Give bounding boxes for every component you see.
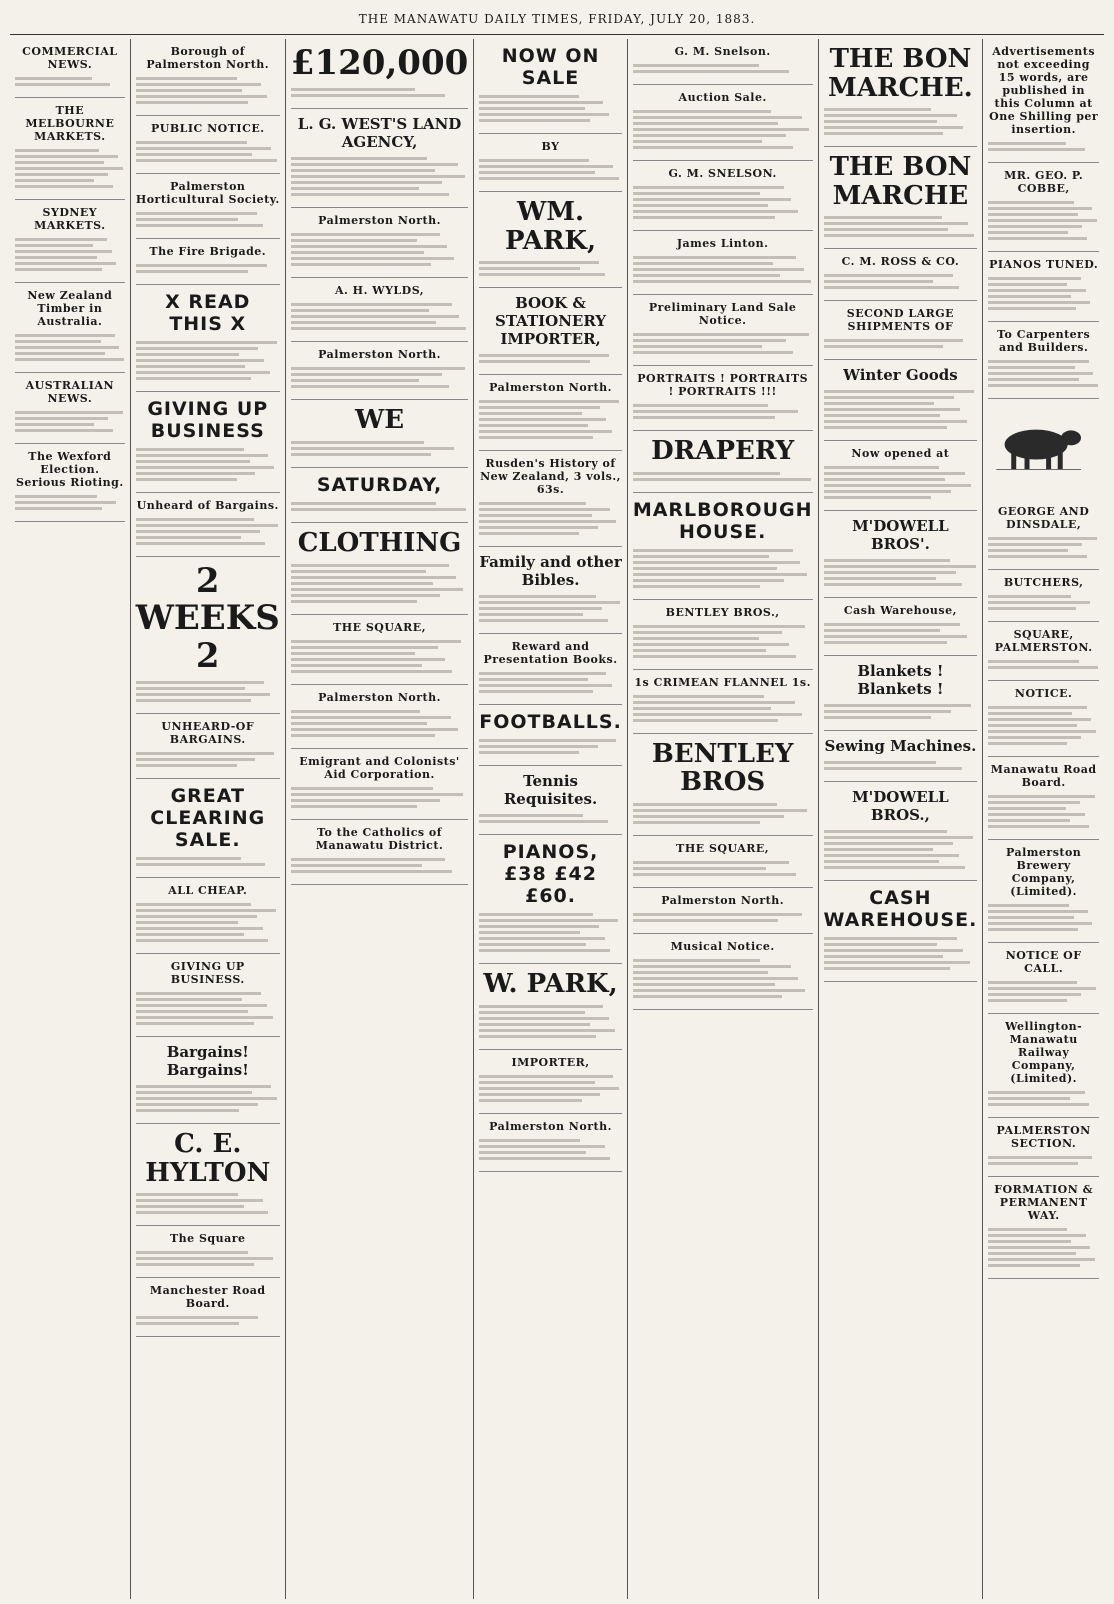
article-heading: NOTICE.: [1014, 687, 1073, 700]
article-block: [136, 1278, 280, 1337]
article-heading: CLOTHING: [297, 527, 462, 558]
body-text-placeholder: [824, 216, 978, 237]
article-heading: GEORGE AND DINSDALE,: [998, 505, 1090, 531]
article-heading: GIVING UP BUSINESS.: [170, 960, 245, 987]
article-heading: Auction Sale.: [678, 91, 767, 104]
body-text-placeholder: [633, 110, 813, 149]
body-text-placeholder: [291, 640, 468, 673]
article-heading: CASH WAREHOUSE.: [823, 887, 978, 932]
article-block: [291, 820, 468, 885]
article-block: [136, 39, 280, 116]
body-text-placeholder: [988, 706, 1099, 745]
article-heading: W. PARK,: [483, 969, 618, 1000]
article-block: [988, 757, 1099, 840]
body-text-placeholder: [824, 704, 978, 719]
article-block: [824, 147, 978, 249]
article-heading: PORTRAITS ! PORTRAITS ! PORTRAITS !!!: [637, 372, 809, 398]
article-block: [988, 252, 1099, 322]
article-block: [291, 39, 468, 109]
article-block: [479, 766, 622, 835]
article-heading: Now opened at: [851, 447, 950, 461]
body-text-placeholder: [988, 660, 1099, 669]
article-block: [633, 231, 813, 295]
body-text-placeholder: [291, 157, 468, 196]
article-heading: PIANOS, £38 £42 £60.: [502, 841, 599, 908]
article-heading: The Wexford Election. Serious Rioting.: [15, 450, 124, 489]
article-heading: Cash Warehouse,: [843, 604, 957, 618]
article-block: [479, 705, 622, 766]
article-block: [633, 295, 813, 366]
article-block: [479, 288, 622, 375]
article-heading: New Zealand Timber in Australia.: [27, 289, 113, 328]
body-text-placeholder: [136, 903, 280, 942]
body-text-placeholder: [824, 108, 978, 135]
body-text-placeholder: [824, 559, 978, 586]
body-text-placeholder: [15, 149, 125, 188]
article-block: [15, 373, 125, 444]
article-block: [291, 342, 468, 400]
body-text-placeholder: [633, 256, 813, 283]
body-text-placeholder: [291, 233, 468, 266]
article-block: [479, 964, 622, 1050]
article-heading: MR. GEO. P. COBBE,: [1004, 169, 1084, 195]
article-block: [633, 836, 813, 888]
article-heading: X READ THIS X: [165, 291, 251, 335]
article-heading: Palmerston North.: [318, 348, 441, 362]
article-heading: Advertisements not exceeding 15 words, are published in this Column at One Shilling per insertion.: [989, 45, 1099, 136]
body-text-placeholder: [988, 537, 1099, 558]
article-block: [15, 444, 125, 522]
body-text-placeholder: [479, 595, 622, 622]
article-heading: Emigrant and Colonists' Aid Corporation.: [299, 754, 460, 781]
article-heading: James Linton.: [676, 237, 769, 250]
body-text-placeholder: [479, 400, 622, 439]
article-block: [824, 731, 978, 782]
article-heading: WM. PARK,: [504, 197, 597, 256]
body-text-placeholder: [136, 1193, 280, 1214]
article-heading: Winter Goods: [843, 366, 958, 385]
body-text-placeholder: [136, 264, 280, 273]
article-heading: THE SQUARE,: [676, 841, 770, 855]
article-block: [136, 1037, 280, 1124]
body-text-placeholder: [988, 1156, 1099, 1165]
body-text-placeholder: [824, 623, 978, 644]
article-heading: Tennis Requisites.: [503, 772, 598, 809]
body-text-placeholder: [479, 1005, 622, 1038]
body-text-placeholder: [479, 739, 622, 754]
article-block: [136, 1226, 280, 1278]
column-4: [474, 39, 628, 1599]
article-heading: SQUARE, PALMERSTON.: [994, 628, 1093, 654]
article-heading: The Square: [169, 1232, 246, 1246]
body-text-placeholder: [479, 1139, 622, 1160]
body-text-placeholder: [633, 913, 813, 922]
body-text-placeholder: [824, 390, 978, 429]
article-block: [633, 734, 813, 836]
column-5: [628, 39, 819, 1599]
article-block: [824, 441, 978, 511]
article-heading: The Fire Brigade.: [149, 245, 267, 258]
article-block: [136, 878, 280, 954]
article-block: [988, 1014, 1099, 1118]
article-block: [291, 523, 468, 615]
article-block: [15, 200, 125, 283]
body-text-placeholder: [824, 830, 978, 869]
article-block: [479, 134, 622, 192]
body-text-placeholder: [291, 502, 468, 511]
body-text-placeholder: [988, 142, 1099, 151]
article-heading: Borough of Palmerston North.: [146, 45, 270, 71]
body-text-placeholder: [291, 710, 468, 737]
article-heading: Wellington-Manawatu Railway Company, (Limited).: [1005, 1020, 1083, 1085]
body-text-placeholder: [136, 448, 280, 481]
body-text-placeholder: [291, 303, 468, 330]
body-text-placeholder: [136, 341, 280, 380]
article-heading: M'DOWELL BROS.,: [852, 788, 949, 825]
article-heading: COMMERCIAL NEWS.: [22, 45, 118, 71]
body-text-placeholder: [988, 1091, 1099, 1106]
body-text-placeholder: [136, 992, 280, 1025]
article-block: [988, 322, 1099, 399]
body-text-placeholder: [291, 858, 468, 873]
column-3: [286, 39, 474, 1599]
article-heading: Palmerston Brewery Company, (Limited).: [1005, 846, 1082, 898]
body-text-placeholder: [633, 803, 813, 824]
body-text-placeholder: [15, 77, 125, 86]
body-text-placeholder: [633, 549, 813, 588]
article-block: [633, 934, 813, 1010]
article-block: [988, 943, 1099, 1014]
body-text-placeholder: [633, 861, 813, 876]
article-heading: £120,000: [290, 43, 469, 83]
bull-engraving: [988, 407, 1088, 487]
article-heading: Reward and Presentation Books.: [483, 640, 618, 667]
article-block: [633, 431, 813, 493]
article-heading: C. E. HYLTON: [145, 1129, 271, 1188]
article-block: [633, 600, 813, 670]
article-block: [988, 840, 1099, 943]
article-block: [988, 39, 1099, 163]
article-block: [136, 779, 280, 878]
body-text-placeholder: [988, 277, 1099, 310]
article-heading: SATURDAY,: [316, 473, 443, 496]
article-heading: A. H. WYLDS,: [334, 284, 425, 298]
article-block: [479, 835, 622, 964]
article-heading: GREAT CLEARING SALE.: [150, 785, 266, 852]
article-heading: C. M. ROSS & CO.: [841, 255, 960, 269]
article-block: [824, 881, 978, 982]
body-text-placeholder: [988, 981, 1099, 1002]
body-text-placeholder: [824, 466, 978, 499]
body-text-placeholder: [136, 77, 280, 104]
article-block: [988, 1177, 1099, 1279]
body-text-placeholder: [988, 595, 1099, 610]
column-2: [131, 39, 286, 1599]
article-block: [988, 570, 1099, 622]
body-text-placeholder: [824, 274, 978, 289]
body-text-placeholder: [479, 95, 622, 122]
article-block: [136, 954, 280, 1037]
article-heading: Palmerston North.: [661, 893, 785, 907]
article-heading: 2 WEEKS 2: [135, 561, 280, 676]
article-heading: PIANOS TUNED.: [989, 258, 1099, 271]
article-block: [136, 116, 280, 174]
body-text-placeholder: [291, 441, 468, 456]
article-heading: MARLBOROUGH HOUSE.: [632, 498, 813, 543]
article-block: [291, 278, 468, 342]
article-block: [988, 681, 1099, 757]
article-block: [479, 39, 622, 134]
column-7: [983, 39, 1104, 1599]
article-block: [633, 85, 813, 161]
article-heading: Palmerston North.: [318, 690, 441, 704]
body-text-placeholder: [479, 1075, 622, 1102]
article-heading: Rusden's History of New Zealand, 3 vols., 63s.: [480, 457, 621, 497]
article-block: [988, 1118, 1099, 1177]
article-block: [15, 98, 125, 200]
body-text-placeholder: [136, 1251, 280, 1266]
article-block: [824, 301, 978, 360]
article-block: [291, 400, 468, 468]
article-block: [136, 285, 280, 392]
article-heading: L. G. WEST'S LAND AGENCY,: [297, 115, 462, 152]
body-text-placeholder: [479, 913, 622, 952]
article-block: [633, 493, 813, 600]
body-text-placeholder: [633, 186, 813, 219]
article-block: [15, 283, 125, 373]
body-text-placeholder: [479, 814, 622, 823]
body-text-placeholder: [291, 367, 468, 388]
article-block: [136, 714, 280, 779]
body-text-placeholder: [633, 333, 813, 354]
article-heading: G. M. Snelson.: [674, 45, 771, 58]
article-block: [633, 366, 813, 431]
article-heading: Palmerston North.: [489, 1119, 612, 1133]
body-text-placeholder: [479, 354, 622, 363]
body-text-placeholder: [136, 752, 280, 767]
body-text-placeholder: [291, 564, 468, 603]
article-block: [633, 39, 813, 85]
article-block: [291, 208, 468, 278]
body-text-placeholder: [479, 261, 622, 276]
article-heading: FORMATION & PERMANENT WAY.: [994, 1183, 1094, 1222]
article-block: [988, 622, 1099, 681]
article-heading: 1s CRIMEAN FLANNEL 1s.: [634, 675, 811, 689]
body-text-placeholder: [291, 787, 468, 808]
article-heading: Manawatu Road Board.: [990, 763, 1097, 789]
article-block: [136, 239, 280, 285]
article-block: [633, 888, 813, 934]
article-heading: UNHEARD-OF BARGAINS.: [161, 720, 255, 747]
article-block: [824, 511, 978, 598]
article-block: [824, 249, 978, 301]
article-heading: G. M. SNELSON.: [668, 167, 777, 180]
article-heading: THE SQUARE,: [333, 620, 427, 634]
article-block: [633, 670, 813, 734]
article-block: [479, 375, 622, 451]
article-block: [291, 468, 468, 523]
article-block: [824, 656, 978, 731]
article-heading: ALL CHEAP.: [168, 884, 248, 898]
columns: [10, 39, 1104, 1599]
article-block: [824, 782, 978, 881]
article-heading: SECOND LARGE SHIPMENTS OF: [846, 307, 955, 334]
body-text-placeholder: [633, 625, 813, 658]
article-block: [988, 499, 1099, 570]
article-heading: NOW ON SALE: [501, 45, 600, 89]
article-block: [824, 360, 978, 441]
article-heading: THE MELBOURNE MARKETS.: [25, 104, 115, 143]
body-text-placeholder: [988, 360, 1099, 387]
body-text-placeholder: [824, 761, 978, 770]
body-text-placeholder: [136, 212, 280, 227]
body-text-placeholder: [136, 857, 280, 866]
article-heading: To the Catholics of Manawatu District.: [315, 825, 444, 852]
article-block: [479, 1050, 622, 1114]
body-text-placeholder: [15, 238, 125, 271]
article-heading: BY: [541, 140, 560, 153]
article-heading: FOOTBALLS.: [479, 711, 622, 734]
article-block: [824, 598, 978, 656]
article-heading: BOOK & STATIONERY IMPORTER,: [494, 294, 607, 349]
article-heading: Palmerston North.: [318, 214, 441, 228]
article-heading: Palmerston North.: [489, 381, 612, 395]
article-heading: Unheard of Bargains.: [136, 499, 279, 512]
article-block: [136, 1124, 280, 1226]
article-block: [291, 615, 468, 685]
body-text-placeholder: [15, 495, 125, 510]
body-text-placeholder: [633, 64, 813, 73]
article-block: [15, 39, 125, 98]
body-text-placeholder: [988, 1228, 1099, 1267]
article-heading: THE BON MARCHE: [829, 152, 972, 211]
article-heading: GIVING UP BUSINESS: [147, 398, 269, 442]
body-text-placeholder: [824, 937, 978, 970]
body-text-placeholder: [633, 404, 813, 419]
article-block: [633, 161, 813, 231]
article-block: [479, 192, 622, 288]
body-text-placeholder: [633, 472, 813, 481]
article-block: [136, 174, 280, 239]
article-heading: IMPORTER,: [511, 1055, 590, 1069]
article-block: [291, 109, 468, 208]
column-6: [819, 39, 984, 1599]
body-text-placeholder: [988, 795, 1099, 828]
body-text-placeholder: [136, 518, 280, 545]
article-heading: M'DOWELL BROS'.: [852, 517, 949, 554]
body-text-placeholder: [15, 334, 125, 361]
body-text-placeholder: [988, 904, 1099, 931]
article-heading: Blankets ! Blankets !: [857, 662, 944, 699]
article-heading: BUTCHERS,: [1003, 576, 1084, 589]
article-heading: Preliminary Land Sale Notice.: [648, 301, 797, 327]
body-text-placeholder: [136, 1316, 280, 1325]
article-block: [479, 451, 622, 547]
article-heading: Family and other Bibles.: [479, 553, 622, 590]
body-text-placeholder: [479, 672, 622, 693]
body-text-placeholder: [479, 159, 622, 180]
article-heading: WE: [355, 405, 405, 436]
masthead-rule: [10, 34, 1104, 35]
article-heading: Sewing Machines.: [824, 737, 977, 756]
masthead: THE MANAWATU DAILY TIMES, FRIDAY, JULY 20, 1883.: [358, 12, 756, 26]
article-block: [136, 392, 280, 493]
article-heading: Palmerston Horticultural Society.: [135, 180, 280, 206]
body-text-placeholder: [291, 88, 468, 97]
article-heading: DRAPERY: [651, 436, 795, 466]
article-heading: AUSTRALIAN NEWS.: [25, 379, 115, 405]
article-heading: Bargains! Bargains!: [166, 1043, 249, 1080]
article-block: [824, 39, 978, 147]
body-text-placeholder: [136, 681, 280, 702]
article-heading: Musical Notice.: [670, 939, 775, 953]
article-block: [291, 749, 468, 820]
article-heading: THE BON MARCHE.: [828, 44, 973, 103]
article-heading: NOTICE OF CALL.: [1005, 949, 1082, 975]
body-text-placeholder: [988, 201, 1099, 240]
article-heading: To Carpenters and Builders.: [997, 328, 1091, 354]
article-heading: PUBLIC NOTICE.: [150, 122, 265, 135]
column-1: [10, 39, 131, 1599]
article-heading: BENTLEY BROS: [651, 738, 794, 798]
article-heading: SYDNEY MARKETS.: [34, 206, 106, 232]
article-heading: BENTLEY BROS.,: [665, 605, 780, 619]
article-heading: PALMERSTON SECTION.: [996, 1124, 1091, 1150]
body-text-placeholder: [824, 339, 978, 348]
body-text-placeholder: [479, 502, 622, 535]
article-block: [136, 493, 280, 557]
article-heading: Manchester Road Board.: [149, 1284, 266, 1311]
article-block: [479, 634, 622, 705]
body-text-placeholder: [136, 141, 280, 162]
body-text-placeholder: [633, 695, 813, 722]
article-block: [479, 547, 622, 634]
article-block: [291, 685, 468, 749]
body-text-placeholder: [136, 1085, 280, 1112]
body-text-placeholder: [15, 411, 125, 432]
article-block: [479, 1114, 622, 1172]
article-block: [988, 163, 1099, 252]
article-block: [136, 557, 280, 714]
body-text-placeholder: [633, 959, 813, 998]
